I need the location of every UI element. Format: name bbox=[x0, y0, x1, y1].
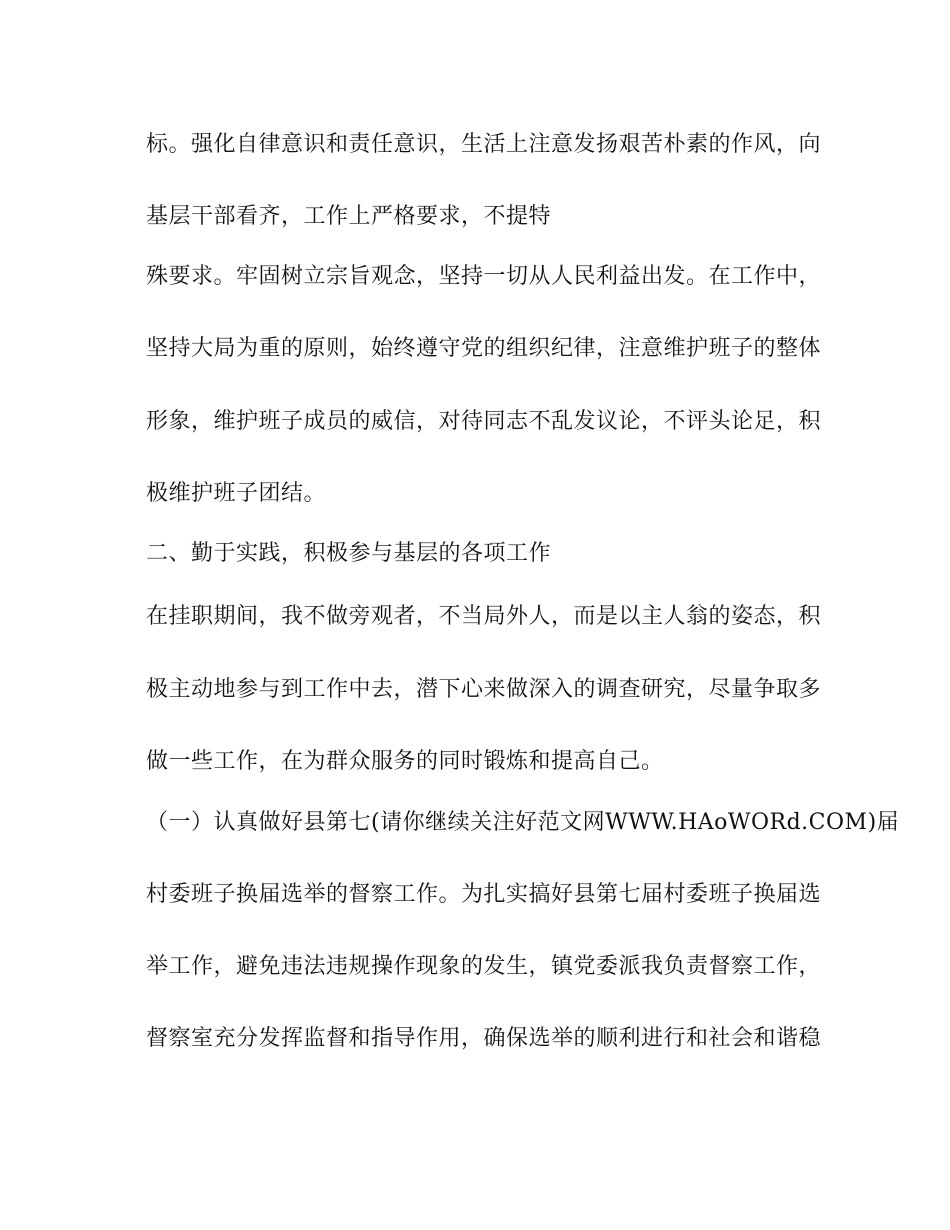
text-line: 殊要求。牢固树立宗旨观念，坚持一切从人民利益出发。在工作中， bbox=[146, 264, 822, 289]
text-line: 标。强化自律意识和责任意识，生活上注意发扬艰苦朴素的作风，向 bbox=[146, 132, 822, 157]
section-heading: 二、勤于实践，积极参与基层的各项工作 bbox=[146, 541, 552, 566]
text-line: 做一些工作，在为群众服务的同时锻炼和提高自己。 bbox=[146, 749, 664, 774]
subsection-heading: （一）认真做好县第七(请你继续关注好范文网WWW.HAoWORd.COM)届 bbox=[146, 810, 900, 835]
text-line: 坚持大局为重的原则，始终遵守党的组织纪律，注意维护班子的整体 bbox=[146, 336, 822, 361]
text-line: 村委班子换届选举的督察工作。为扎实搞好县第七届村委班子换届选 bbox=[146, 882, 822, 907]
text-line: 基层干部看齐，工作上严格要求，不提特 bbox=[146, 204, 552, 229]
text-line: 在挂职期间，我不做旁观者，不当局外人，而是以主人翁的姿态，积 bbox=[146, 604, 822, 629]
text-line: 督察室充分发挥监督和指导作用，确保选举的顺利进行和社会和谐稳 bbox=[146, 1026, 822, 1051]
text-line: 极主动地参与到工作中去，潜下心来做深入的调查研究，尽量争取多 bbox=[146, 677, 822, 702]
text-line: 形象，维护班子成员的威信，对待同志不乱发议论，不评头论足，积 bbox=[146, 409, 822, 434]
text-line: 极维护班子团结。 bbox=[146, 481, 327, 506]
text-line: 举工作，避免违法违规操作现象的发生，镇党委派我负责督察工作， bbox=[146, 954, 822, 979]
